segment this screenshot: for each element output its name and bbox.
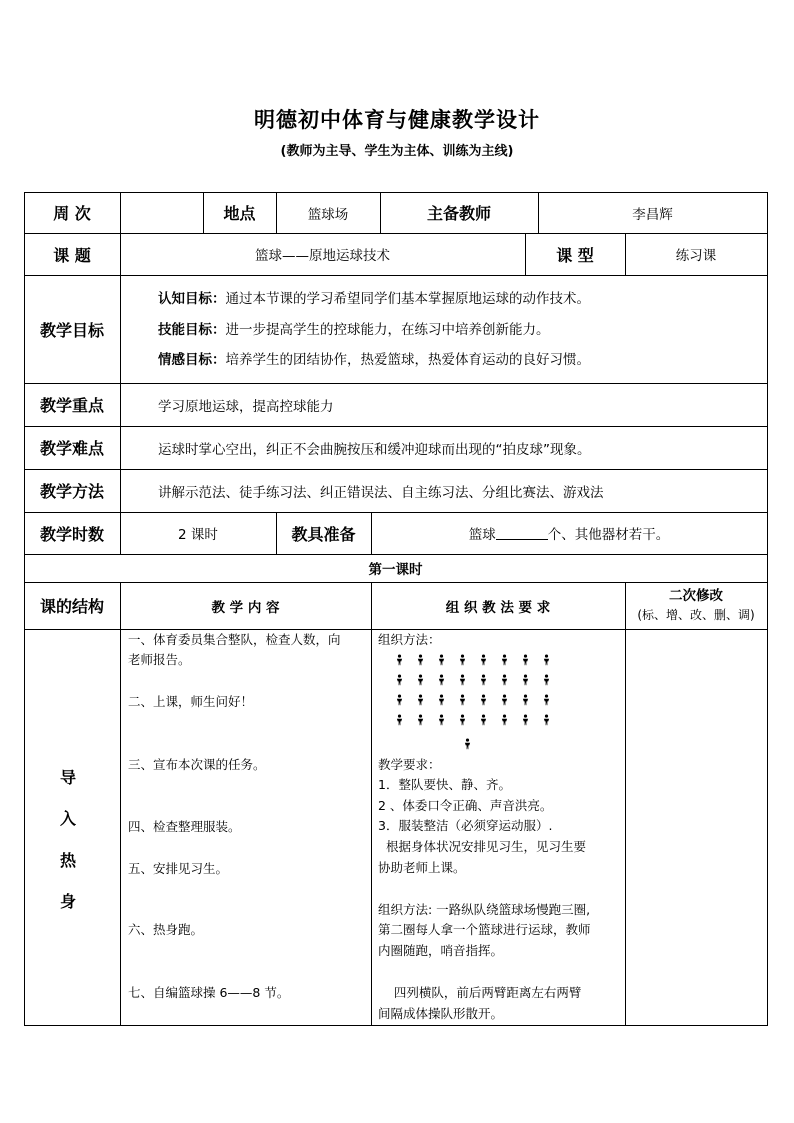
student-figure-icon <box>480 674 487 686</box>
place-label: 地点 <box>223 204 256 223</box>
lesson-header: 第一课时 <box>368 562 423 578</box>
student-figure-icon <box>459 654 466 666</box>
student-figure-icon <box>438 674 445 686</box>
equipment-prefix: 篮球 <box>468 527 496 543</box>
methods-value: 讲解示范法、徒手练习法、纠正错误法、自主练习法、分组比赛法、游戏法 <box>158 484 604 501</box>
org-item: 四列横队，前后两臂距离左右两臂 <box>378 985 582 1000</box>
equipment-suffix: 个、其他器材若干。 <box>547 527 670 543</box>
objective-text: 进一步提高学生的控球能力，在练习中培养创新能力。 <box>225 321 550 338</box>
org-item: 2 、体委口令正确、声音洪亮。 <box>378 798 553 813</box>
objective-name: 技能目标： <box>158 321 226 338</box>
student-figure-icon <box>501 674 508 686</box>
student-figure-icon <box>522 674 529 686</box>
org-item: 协助老师上课。 <box>378 860 466 875</box>
teaching-content <box>128 630 368 1025</box>
equipment-value <box>371 512 767 554</box>
objective-text: 通过本节课的学习希望同学们基本掌握原地运球的动作技术。 <box>225 291 590 307</box>
student-figure-icon <box>543 674 550 686</box>
student-figure-icon <box>396 694 403 706</box>
organization-content <box>378 630 623 1025</box>
type-value: 练习课 <box>675 248 717 264</box>
student-figure-icon <box>501 694 508 706</box>
org-item: 间隔成体操队形散开。 <box>378 1006 504 1021</box>
hours-label: 教学时数 <box>39 524 104 544</box>
objectives-label: 教学目标 <box>39 320 104 340</box>
revision-header-title: 二次修改 <box>669 588 723 604</box>
key-points-label: 教学重点 <box>39 396 104 415</box>
student-figure-icon <box>396 654 403 666</box>
student-figure-icon <box>417 674 424 686</box>
section-char: 入 <box>59 809 76 828</box>
student-figure-icon <box>543 654 550 666</box>
revision-col-header <box>625 582 767 629</box>
student-figure-icon <box>459 694 466 706</box>
student-figure-icon <box>417 654 424 666</box>
org-item: 第二圈每人拿一个篮球进行运球，教师 <box>378 922 591 937</box>
student-figure-icon <box>480 714 487 726</box>
student-figure-icon <box>480 694 487 706</box>
topic-value: 篮球——原地运球技术 <box>255 248 390 264</box>
content-item: 七、自编篮球操 6——8 节。 <box>128 985 290 1000</box>
objective-skill <box>158 315 758 346</box>
org-item: 根据身体状况安排见习生，见习生要 <box>378 839 586 854</box>
org-item: 组织方法： <box>378 632 441 647</box>
objective-affective <box>158 345 758 376</box>
student-figure-icon <box>396 714 403 726</box>
objectives-list <box>158 284 758 376</box>
teacher-value: 李昌辉 <box>632 206 673 223</box>
content-item: 四、检查整理服装。 <box>128 819 241 834</box>
content-item: 二、上课，师生问好！ <box>128 694 254 709</box>
section-char: 导 <box>59 768 76 787</box>
methods-label: 教学方法 <box>39 482 104 501</box>
student-figure-icon <box>459 714 466 726</box>
structure-col-header: 课的结构 <box>39 597 104 616</box>
content-item: 六、热身跑。 <box>128 922 204 937</box>
section-char: 热 <box>59 851 76 870</box>
student-figure-icon <box>522 654 529 666</box>
objective-name: 情感目标： <box>158 352 226 368</box>
student-figure-icon <box>459 674 466 686</box>
topic-label: 课 题 <box>53 245 91 265</box>
content-col-header: 教 学 内 容 <box>211 599 280 616</box>
student-figure-icon <box>417 714 424 726</box>
page-title: 明德初中体育与健康教学设计 <box>254 108 540 132</box>
org-item: 组织方法: 一路纵队绕篮球场慢跑三圈, <box>378 902 591 917</box>
place-value: 篮球场 <box>307 206 349 223</box>
student-figure-icon <box>396 674 403 686</box>
teacher-figure-icon <box>464 738 471 750</box>
page-subtitle: (教师为主导、学生为主体、训练为主线) <box>280 144 514 159</box>
student-figure-icon <box>480 654 487 666</box>
section-char: 身 <box>59 892 76 911</box>
student-figure-icon <box>438 654 445 666</box>
content-item: 老师报告。 <box>128 652 191 667</box>
objective-name: 认知目标： <box>158 291 226 307</box>
student-figure-icon <box>438 694 445 706</box>
org-item: 1．整队要快、静、齐。 <box>378 777 511 792</box>
objective-cognitive <box>158 284 758 315</box>
revision-header-sub: (标、增、改、删、调) <box>637 608 755 622</box>
organization-col-header: 组 织 教 法 要 求 <box>445 599 551 616</box>
key-points-value: 学习原地运球，提高控球能力 <box>158 398 334 415</box>
week-label: 周 次 <box>53 204 91 223</box>
student-figure-icon <box>417 694 424 706</box>
content-item: 五、安排见习生。 <box>128 861 229 876</box>
student-figure-icon <box>438 714 445 726</box>
org-item: 内圈随跑，哨音指挥。 <box>378 943 504 958</box>
objective-text: 培养学生的团结协作，热爱篮球，热爱体育运动的良好习惯。 <box>225 352 590 368</box>
student-figure-icon <box>543 694 550 706</box>
teacher-label: 主备教师 <box>426 204 491 223</box>
org-item: 3．服装整洁（必须穿运动服）. <box>378 818 553 833</box>
difficulties-label: 教学难点 <box>39 439 104 458</box>
org-item: 教学要求： <box>378 757 441 772</box>
hours-value: 2 课时 <box>178 527 218 543</box>
content-item: 三、宣布本次课的任务。 <box>128 757 266 772</box>
content-item: 一、体育委员集合整队，检查人数，向 <box>128 632 341 647</box>
difficulties-value: 运球时掌心空出，纠正不会曲腕按压和缓冲迎球而出现的“拍皮球”现象。 <box>158 441 591 458</box>
equipment-label: 教具准备 <box>291 524 356 544</box>
revision-notes <box>625 629 767 1025</box>
student-figure-icon <box>543 714 550 726</box>
type-label: 课 型 <box>556 245 594 265</box>
student-figure-icon <box>522 694 529 706</box>
student-figure-icon <box>522 714 529 726</box>
student-figure-icon <box>501 714 508 726</box>
week-value <box>120 192 203 233</box>
equipment-quantity-blank <box>496 526 548 540</box>
student-figure-icon <box>501 654 508 666</box>
formation-diagram <box>378 652 623 762</box>
